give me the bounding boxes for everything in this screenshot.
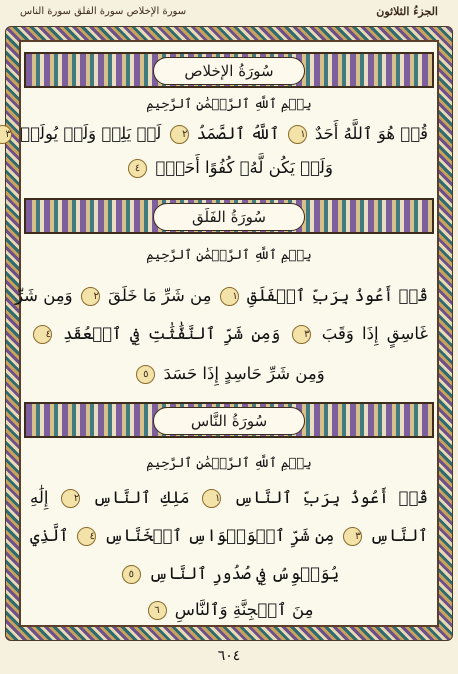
sura-names-label: سورة الإخلاص سورة الفلق سورة الناس (20, 6, 187, 17)
ayah-text: غَاسِقٍ إِذَا وَقَبَ (321, 324, 429, 343)
page-number: ٦٠٤ (217, 648, 241, 664)
ayah-text: ٱلنَّاسِ (369, 526, 428, 545)
sura-title-nas: سُورَةُ النَّاس (153, 407, 305, 435)
ayah-text: يُوَسۡوِسُ فِي صُدُورِ ٱلنَّاسِ (149, 564, 340, 583)
sura-banner-nas (24, 402, 434, 438)
ayah-line (30, 600, 428, 620)
ayah-number-marker: ٤ (128, 159, 147, 178)
ayah-text: مِن شَرِّ مَا خَلَقَ (108, 286, 212, 305)
sura-title-ikhlas: سُورَةُ الإخلاص (153, 57, 305, 85)
ayah-line (30, 488, 428, 508)
ayah-line (30, 364, 428, 384)
ayah-number-marker: ١ (220, 287, 239, 306)
juz-label: الجزءُ الثلاثون (376, 5, 438, 18)
ayah-text: ٱلَّذِي (30, 526, 69, 545)
ayah-text: مَلِكِ ٱلنَّاسِ (92, 488, 190, 507)
ayah-line (30, 158, 428, 178)
ayah-text: قُلۡ هُوَ ٱللَّهُ أَحَدٌ (314, 124, 428, 143)
ayah-line (15, 286, 428, 306)
ayah-text: قُلۡ أَعُوذُ بِرَبِّ ٱلنَّاسِ (234, 488, 429, 507)
ayah-number-marker: ٦ (148, 601, 167, 620)
ayah-line (5, 124, 428, 144)
ayah-text: مِنَ ٱلۡجِنَّةِ وَٱلنَّاسِ (174, 600, 314, 619)
ayah-text: إِلَٰهِ (30, 488, 49, 507)
basmala-falaq: بِسۡمِ ٱللَّهِ ٱلرَّحۡمَٰنِ ٱلرَّحِيمِ (146, 248, 312, 263)
ayah-number-marker: ٣ (292, 325, 311, 344)
ayah-number-marker: ١ (288, 125, 307, 144)
ayah-number-marker: ٤ (33, 325, 52, 344)
ayah-text: وَمِن شَرِّ (15, 286, 73, 305)
ayah-number-marker: ٥ (122, 565, 141, 584)
sura-banner-falaq (24, 198, 434, 234)
sura-title-falaq: سُورَةُ الفَلَق (153, 203, 305, 231)
ayah-number-marker: ٥ (136, 365, 155, 384)
ayah-number-marker: ٣ (0, 125, 12, 144)
ayah-number-marker: ٣ (343, 527, 362, 546)
ayah-text: وَمِن شَرِّ ٱلنَّفَّٰثَٰتِ فِي ٱلۡعُقَدِ (63, 324, 281, 343)
ayah-text: قُلۡ أَعُوذُ بِرَبِّ ٱلۡفَلَقِ (246, 286, 428, 305)
basmala-ikhlas: بِسۡمِ ٱللَّهِ ٱلرَّحۡمَٰنِ ٱلرَّحِيمِ (146, 97, 312, 112)
ayah-number-marker: ٢ (81, 287, 100, 306)
ayah-line (30, 564, 428, 584)
sura-banner-ikhlas (24, 52, 434, 88)
ayah-text: ٱللَّهُ ٱلصَّمَدُ (196, 124, 280, 143)
ayah-number-marker: ٢ (61, 489, 80, 508)
ayah-text: مِن شَرِّ ٱلۡوَسۡوَاسِ ٱلۡخَنَّاسِ (104, 526, 335, 545)
basmala-nas: بِسۡمِ ٱللَّهِ ٱلرَّحۡمَٰنِ ٱلرَّحِيمِ (146, 456, 312, 471)
ayah-number-marker: ٤ (77, 527, 96, 546)
running-header (20, 3, 438, 25)
ayah-text: وَمِن شَرِّ حَاسِدٍ إِذَا حَسَدَ (163, 364, 325, 383)
ayah-number-marker: ١ (202, 489, 221, 508)
ayah-text: لَمۡ يَلِدۡ وَلَمۡ يُولَدۡ (20, 124, 162, 143)
ayah-text: وَلَمۡ يَكُن لَّهُۥ كُفُوًا أَحَدُۢ (155, 158, 333, 177)
ayah-number-marker: ٢ (170, 125, 189, 144)
ayah-line (30, 324, 428, 344)
ayah-line (30, 526, 428, 546)
